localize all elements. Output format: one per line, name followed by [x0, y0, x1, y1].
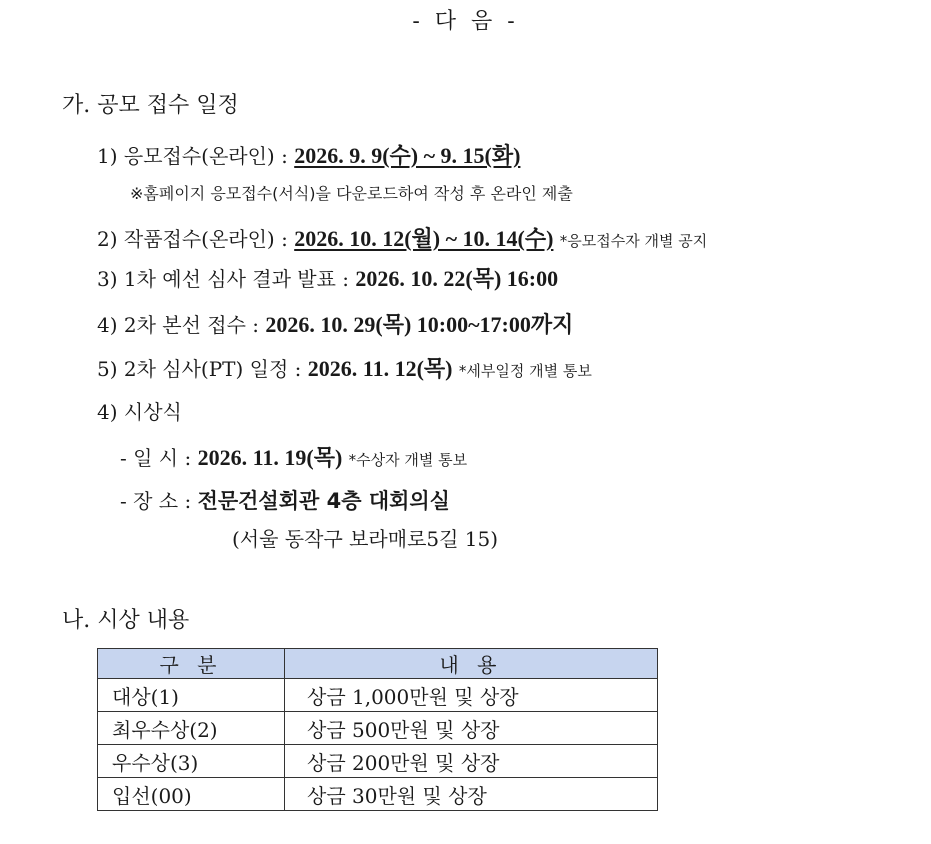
ceremony-when [120, 441, 467, 472]
schedule-item-4-label: 4) 2차 본선 접수 : [97, 313, 260, 337]
award-prize: 상금 200만원 및 상장 [285, 745, 658, 778]
schedule-item-3 [97, 262, 558, 293]
schedule-item-3-label: 3) 1차 예선 심사 결과 발표 : [97, 267, 350, 291]
ceremony-where [120, 485, 450, 515]
schedule-item-5 [97, 352, 592, 383]
ceremony-where-label: - 장 소 : [120, 489, 192, 513]
table-row [98, 778, 658, 811]
award-name: 우수상(3) [98, 745, 285, 778]
schedule-item-ceremony: 4) 시상식 [97, 400, 182, 424]
table-header-row [98, 649, 658, 679]
schedule-item-2-date: 2026. 10. 12(월) ~ 10. 14(수) [294, 226, 554, 251]
award-name: 최우수상(2) [98, 712, 285, 745]
section-title-schedule: 가. 공모 접수 일정 [62, 93, 239, 118]
table-header-content: 내 용 [285, 649, 658, 679]
schedule-item-1-date: 2026. 9. 9(수) ~ 9. 15(화) [294, 143, 521, 168]
award-name: 대상(1) [98, 679, 285, 712]
award-prize: 상금 500만원 및 상장 [285, 712, 658, 745]
table-header-category: 구 분 [98, 649, 285, 679]
schedule-item-5-date: 2026. 11. 12(목) [307, 356, 453, 381]
award-prize: 상금 1,000만원 및 상장 [285, 679, 658, 712]
schedule-item-2-label: 2) 작품접수(온라인) : [97, 227, 288, 251]
table-row [98, 745, 658, 778]
schedule-item-2 [97, 222, 707, 253]
schedule-item-2-note: *응모접수자 개별 공지 [559, 232, 708, 250]
award-name: 입선(00) [98, 778, 285, 811]
schedule-item-1 [97, 139, 520, 170]
ceremony-when-label: - 일 시 : [120, 446, 192, 470]
table-row [98, 679, 658, 712]
ceremony-when-date: 2026. 11. 19(목) [197, 445, 343, 470]
page-heading: - 다 음 - [412, 9, 519, 34]
schedule-item-3-date: 2026. 10. 22(목) 16:00 [355, 266, 559, 291]
ceremony-address: (서울 동작구 보라매로5길 15) [232, 527, 499, 551]
schedule-item-1-label: 1) 응모접수(온라인) : [97, 144, 288, 168]
ceremony-when-note: *수상자 개별 통보 [348, 451, 468, 469]
schedule-item-5-note: *세부일정 개별 통보 [458, 362, 592, 380]
schedule-item-4 [97, 308, 573, 339]
schedule-item-1-note: ※홈페이지 응모접수(서식)을 다운로드하여 작성 후 온라인 제출 [130, 184, 573, 203]
section-title-awards: 나. 시상 내용 [62, 608, 190, 633]
award-prize: 상금 30만원 및 상장 [285, 778, 658, 811]
awards-table [97, 648, 658, 811]
schedule-item-5-label: 5) 2차 심사(PT) 일정 : [97, 357, 302, 381]
schedule-item-4-date: 2026. 10. 29(목) 10:00~17:00까지 [265, 312, 574, 337]
table-row [98, 712, 658, 745]
ceremony-where-place: 전문건설회관 4층 대회의실 [197, 489, 450, 513]
